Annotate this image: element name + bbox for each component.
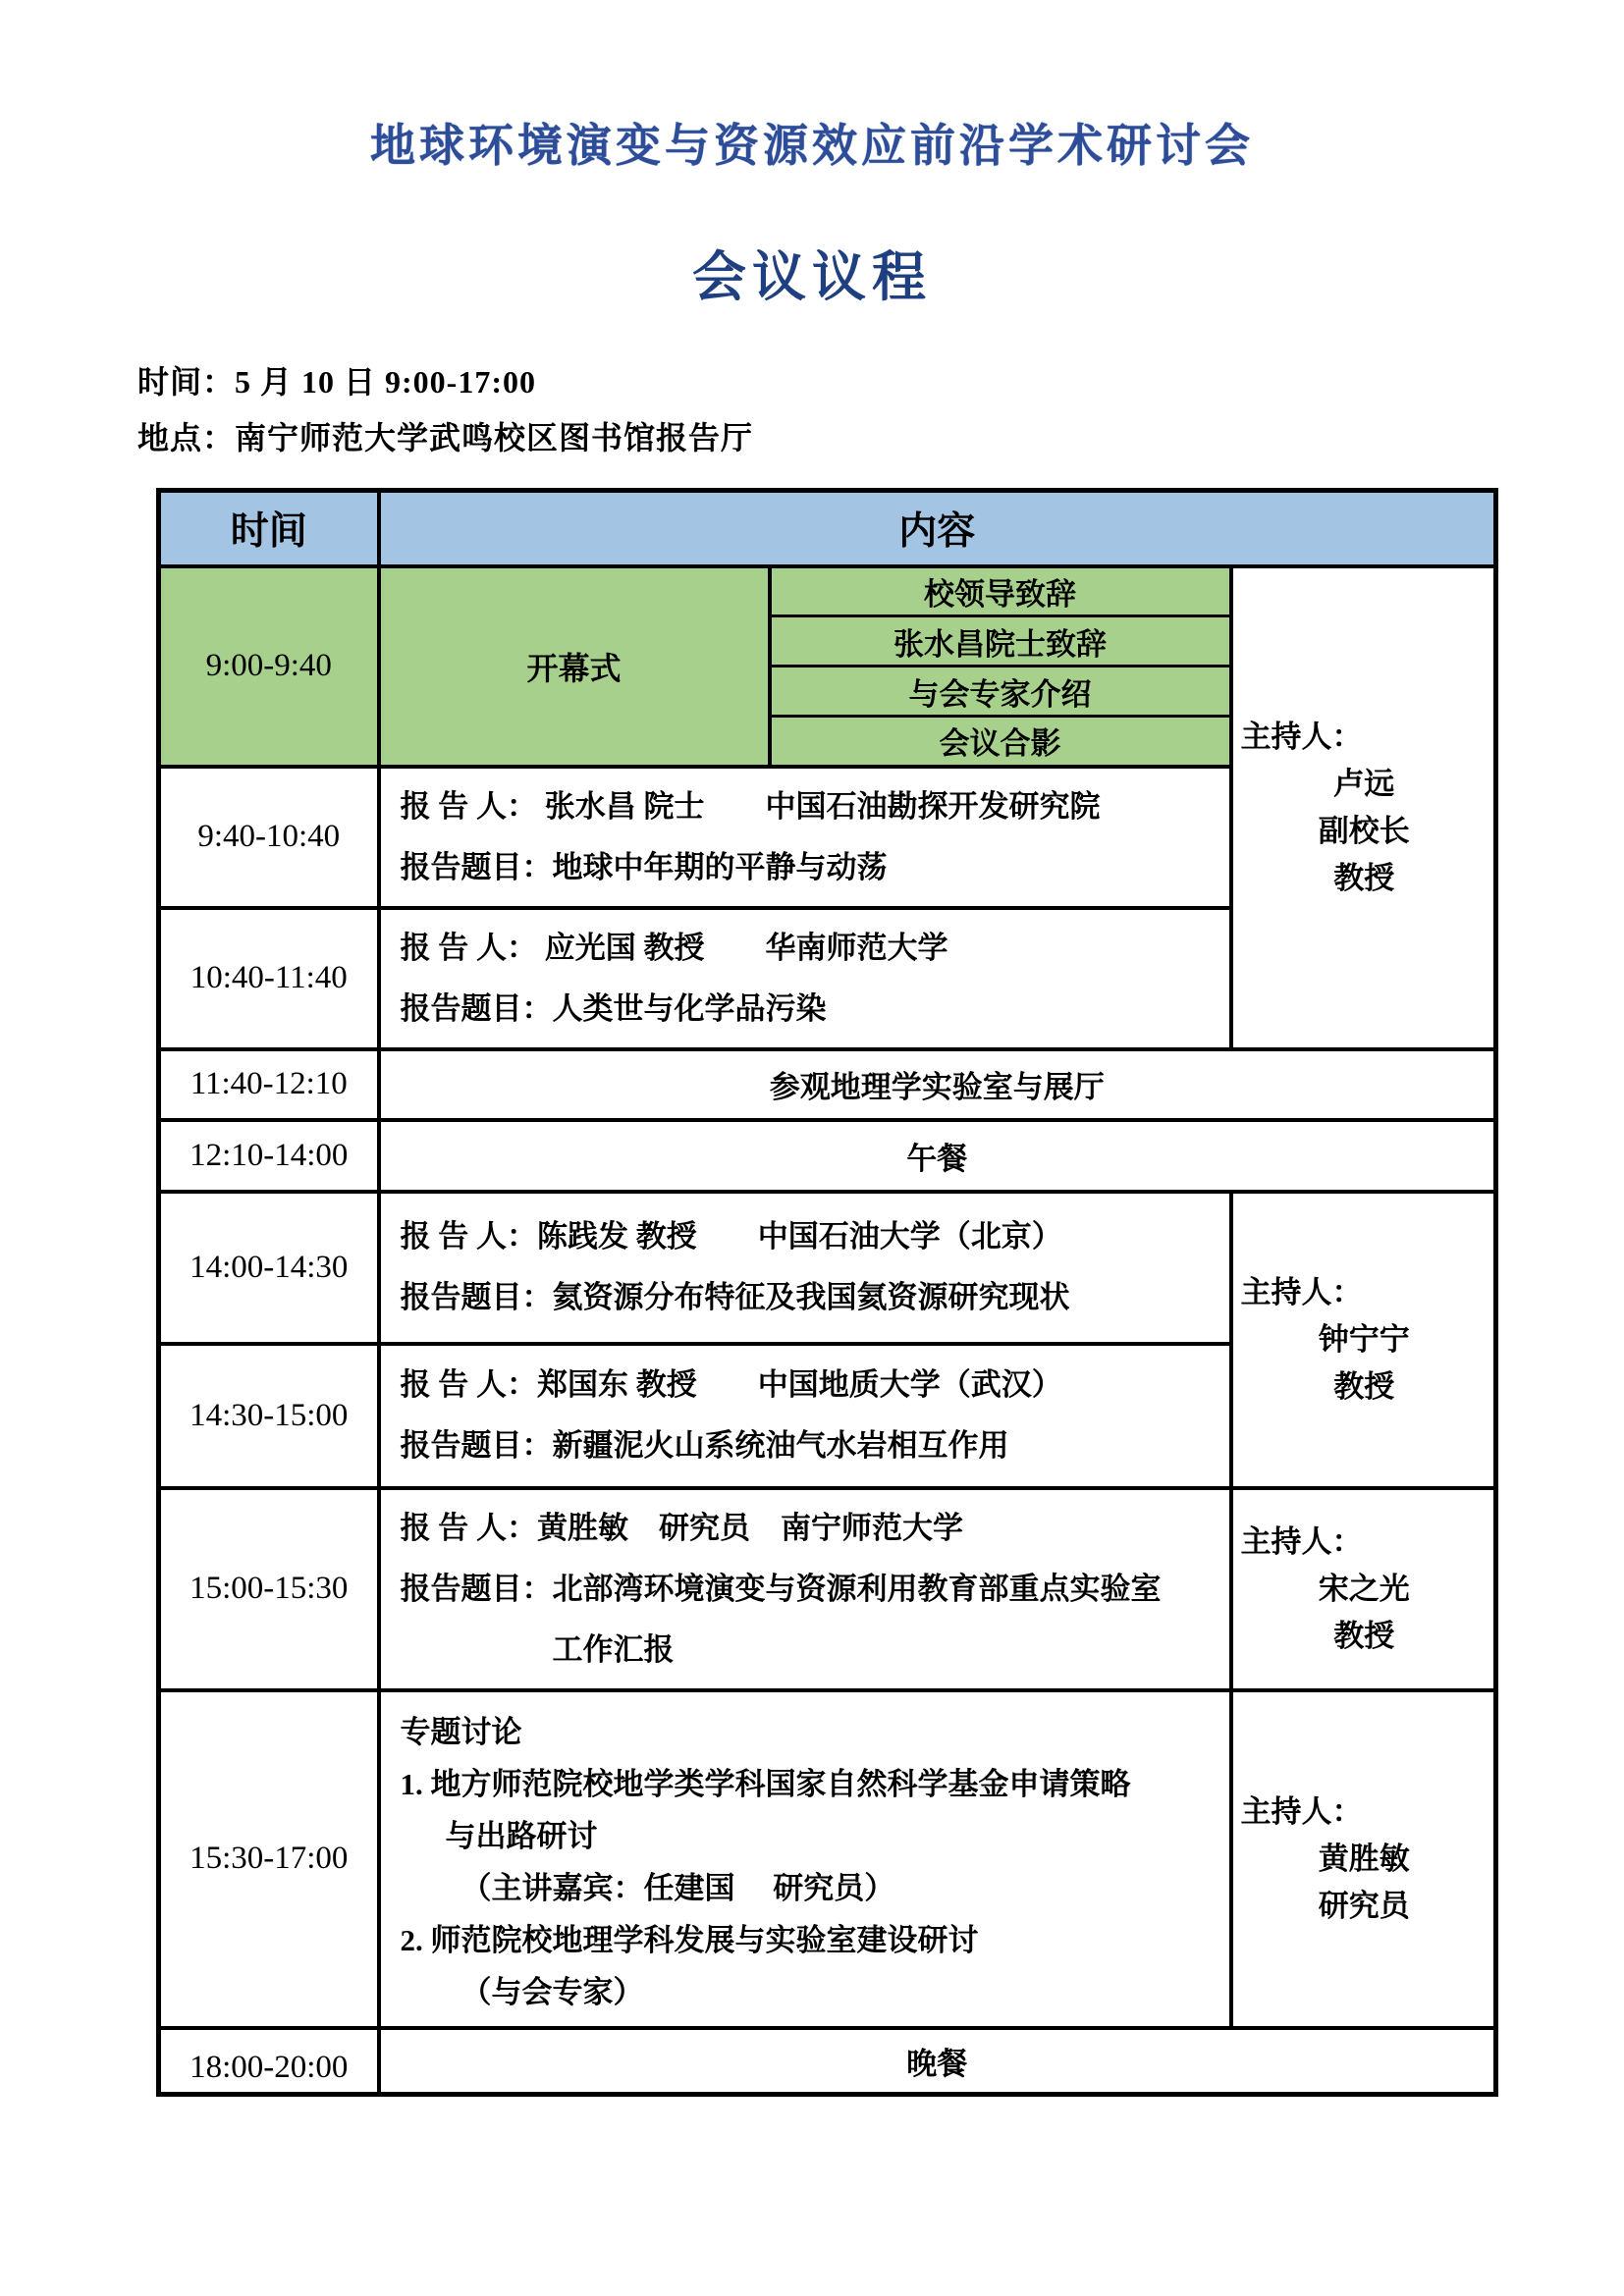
- talk4-time: 14:30-15:00: [159, 1344, 379, 1488]
- talk-row: [159, 1488, 1496, 1690]
- talk5-content: [379, 1488, 1231, 1690]
- discussion-content: [379, 1690, 1231, 2028]
- talk2-content: [379, 908, 1231, 1049]
- talk3-content: [379, 1192, 1231, 1344]
- talk5-time: 15:00-15:30: [159, 1488, 379, 1690]
- talk3-time: 14:00-14:30: [159, 1192, 379, 1344]
- talk5-speaker: 报 告 人：黄胜敏 研究员 南宁师范大学: [400, 1510, 963, 1545]
- conference-title: 地球环境演变与资源效应前沿学术研讨会: [370, 121, 1254, 171]
- discussion-participants: （与会专家）: [460, 1974, 644, 2009]
- talk1-topic: 报告题目：地球中年期的平静与动荡: [400, 849, 888, 884]
- moderator-title: 副校长: [1318, 813, 1410, 848]
- discussion-row: [159, 1690, 1496, 2028]
- table-header-row: [159, 491, 1496, 566]
- opening-item-4: 会议合影: [770, 717, 1231, 767]
- moderator-label: 主持人：: [1240, 1274, 1363, 1309]
- dinner-row: [159, 2028, 1496, 2095]
- moderator-title: 教授: [1333, 860, 1395, 895]
- lunch-row: [159, 1120, 1496, 1192]
- moderator-cell-afternoon1: [1231, 1192, 1496, 1488]
- opening-row: [159, 566, 1496, 616]
- opening-time: 9:00-9:40: [159, 566, 379, 767]
- moderator-cell-morning: [1231, 566, 1496, 1049]
- talk1-time: 9:40-10:40: [159, 767, 379, 908]
- discussion-heading: 专题讨论: [400, 1714, 522, 1749]
- moderator-cell-discussion: [1231, 1690, 1496, 2028]
- agenda-title: 会议议程: [691, 246, 932, 307]
- moderator-label: 主持人：: [1240, 1793, 1363, 1829]
- moderator-title: 教授: [1333, 1368, 1395, 1404]
- opening-item-3: 与会专家介绍: [770, 667, 1231, 717]
- visit-content: 参观地理学实验室与展厅: [379, 1049, 1496, 1120]
- talk3-speaker: 报 告 人：陈践发 教授 中国石油大学（北京）: [400, 1219, 1062, 1254]
- visit-time: 11:40-12:10: [159, 1049, 379, 1120]
- moderator-name: 卢远: [1333, 766, 1395, 801]
- talk2-topic: 报告题目：人类世与化学品污染: [400, 990, 827, 1026]
- moderator-name: 黄胜敏: [1318, 1841, 1410, 1876]
- talk1-speaker: 报 告 人： 张水昌 院士 中国石油勘探开发研究院: [400, 788, 1101, 824]
- talk4-topic: 报告题目：新疆泥火山系统油气水岩相互作用: [400, 1428, 1009, 1463]
- opening-item-1: 校领导致辞: [770, 566, 1231, 616]
- agenda-table-container: [156, 488, 1493, 2097]
- talk3-topic: 报告题目：氦资源分布特征及我国氦资源研究现状: [400, 1280, 1070, 1314]
- moderator-name: 钟宁宁: [1318, 1321, 1410, 1357]
- moderator-name: 宋之光: [1318, 1571, 1410, 1606]
- moderator-title: 教授: [1333, 1618, 1395, 1653]
- meta-time-line: 时间：5 月 10 日 9:00-17:00: [137, 364, 536, 400]
- lunch-content: 午餐: [379, 1120, 1496, 1192]
- opening-title: 开幕式: [379, 566, 770, 767]
- talk2-speaker: 报 告 人： 应光国 教授 华南师范大学: [400, 930, 948, 965]
- talk2-time: 10:40-11:40: [159, 908, 379, 1049]
- talk4-speaker: 报 告 人：郑国东 教授 中国地质大学（武汉）: [400, 1367, 1062, 1402]
- talk-row: [159, 1192, 1496, 1344]
- discussion-guest: （主讲嘉宾：任建国 研究员）: [460, 1870, 895, 1905]
- dinner-time: 18:00-20:00: [159, 2028, 379, 2095]
- dinner-content: 晚餐: [379, 2028, 1496, 2095]
- column-header-content: 内容: [379, 491, 1496, 566]
- talk1-content: [379, 767, 1231, 908]
- lunch-time: 12:10-14:00: [159, 1120, 379, 1192]
- discussion-topic-2: 2. 师范院校地理学科发展与实验室建设研讨: [400, 1922, 979, 1957]
- discussion-topic-1: 1. 地方师范院校地学类学科国家自然科学基金申请策略: [400, 1766, 1131, 1801]
- column-header-time: 时间: [159, 491, 379, 566]
- moderator-title: 研究员: [1318, 1888, 1410, 1923]
- opening-item-2: 张水昌院士致辞: [770, 616, 1231, 667]
- visit-row: [159, 1049, 1496, 1120]
- talk5-topic-continued: 工作汇报: [552, 1631, 675, 1667]
- moderator-label: 主持人：: [1240, 1523, 1363, 1559]
- discussion-time: 15:30-17:00: [159, 1690, 379, 2028]
- meta-location-line: 地点：南宁师范大学武鸣校区图书馆报告厅: [137, 420, 754, 455]
- moderator-cell-afternoon2: [1231, 1488, 1496, 1690]
- agenda-table: [156, 488, 1498, 2097]
- talk5-topic: 报告题目：北部湾环境演变与资源利用教育部重点实验室: [400, 1571, 1162, 1606]
- talk4-content: [379, 1344, 1231, 1488]
- discussion-topic-1-continued: 与出路研讨: [445, 1818, 598, 1853]
- moderator-label: 主持人：: [1240, 719, 1363, 754]
